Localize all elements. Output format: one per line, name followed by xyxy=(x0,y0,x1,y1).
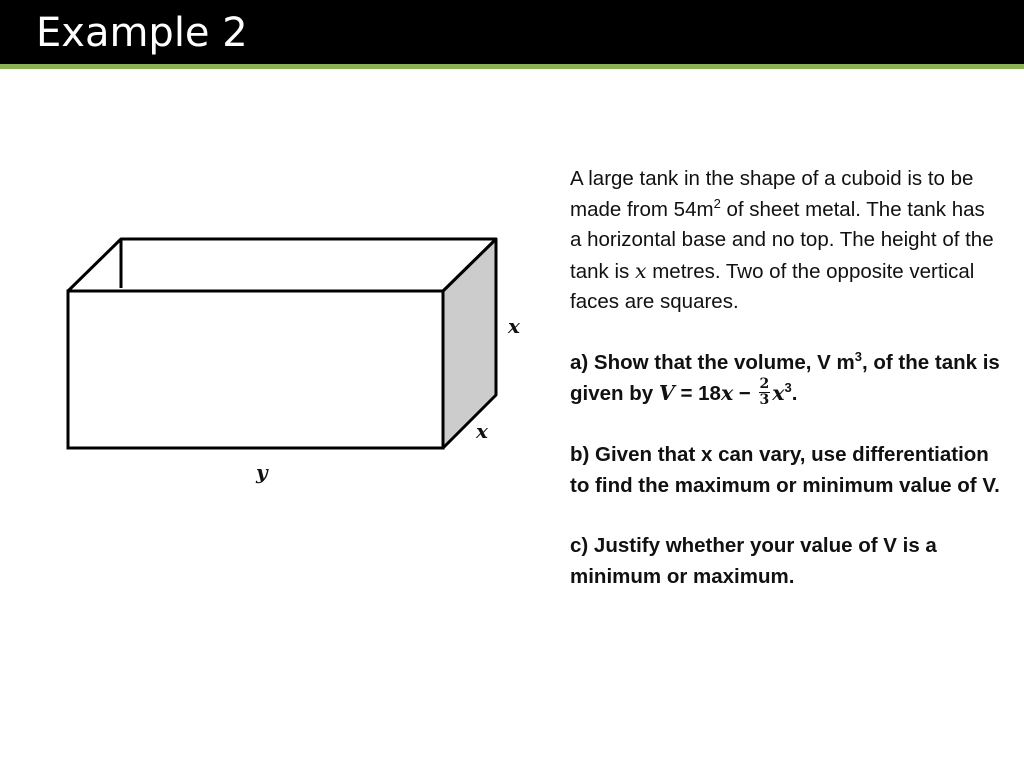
label-height: x xyxy=(508,314,520,338)
problem-intro: A large tank in the shape of a cuboid is to be made from $54m^2$ of sheet metal. The tank has a horizontal base and no top. The height of the tank is x metres. Two of the opposite vertical faces are squares. xyxy=(570,167,994,313)
part-c: c) Justify whether your value of V is a minimum or maximum. xyxy=(570,534,937,588)
problem-text xyxy=(570,164,1000,592)
formula-fraction: $\frac{2}{3}$ xyxy=(759,376,770,409)
volume-formula: V = 18x − $\frac{2}{3}$ $x^3$ xyxy=(658,376,792,409)
cuboid-front-face xyxy=(68,291,443,448)
part-b: b) Given that x can vary, use differentiation to find the maximum or minimum value of V. xyxy=(570,443,1000,497)
label-depth: x xyxy=(476,419,488,443)
label-width: y xyxy=(256,460,268,484)
cuboid-top-rim xyxy=(68,239,496,291)
part-a: a) Show that the volume, V $m^3$, of the tank is given by V = 18x − $\frac{2}{3}$ $x^3$. xyxy=(570,348,1000,409)
slide-title: Example 2 xyxy=(36,10,248,56)
